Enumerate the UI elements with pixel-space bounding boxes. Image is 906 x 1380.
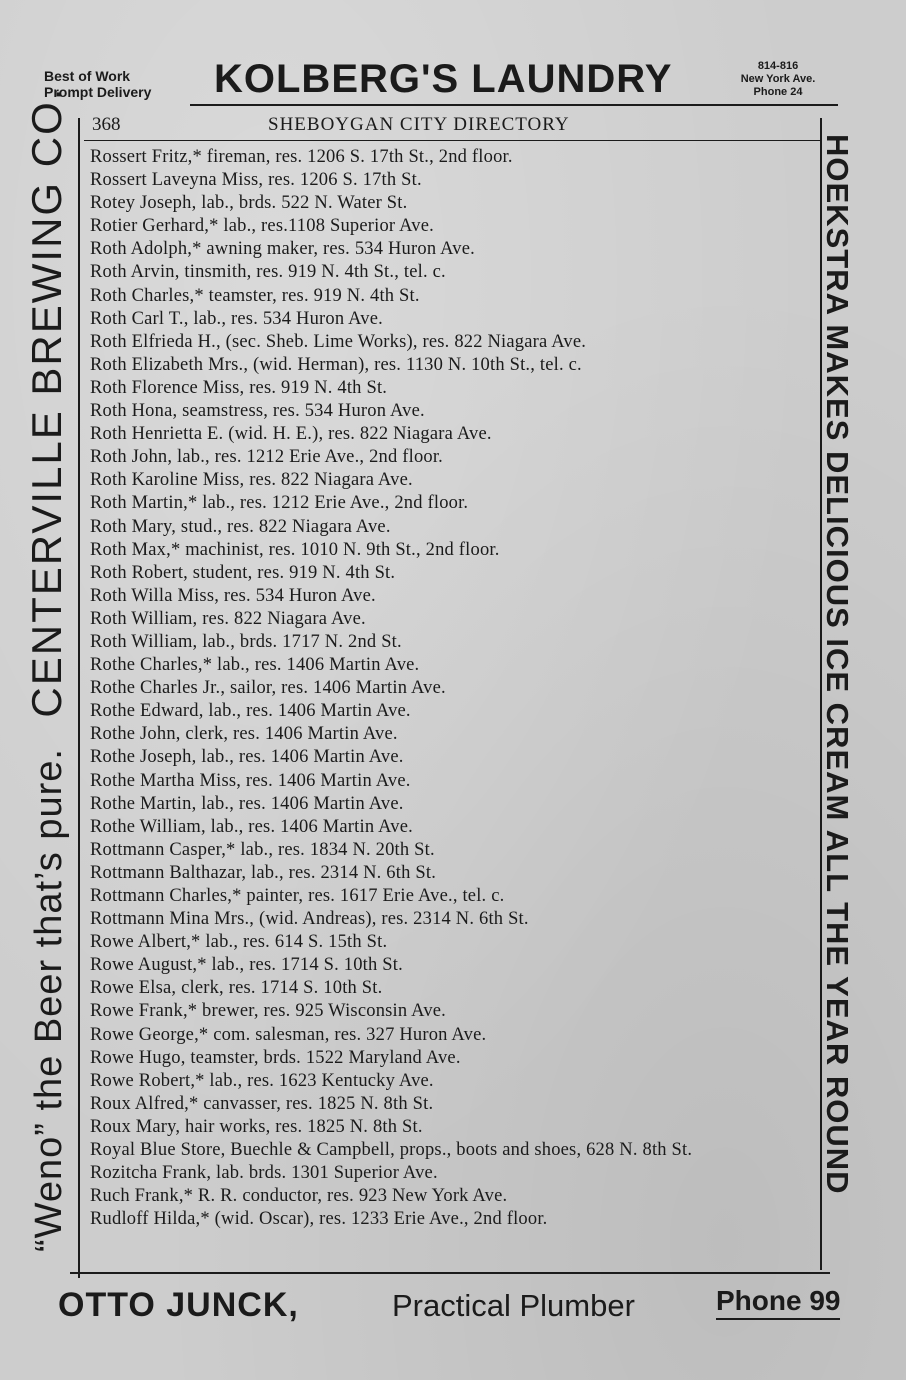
plumber-name: OTTO JUNCK, [58,1286,299,1324]
directory-entry: Rothe Joseph, lab., res. 1406 Martin Ave. [90,747,404,768]
directory-entry: Rowe Robert,* lab., res. 1623 Kentucky Ave. [90,1070,434,1091]
directory-entry: Rowe August,* lab., res. 1714 S. 10th St. [90,955,403,976]
directory-entry: Roth Elfrieda H., (sec. Sheb. Lime Works), res. 822 Niagara Ave. [90,331,587,352]
directory-entry: Roth Florence Miss, res. 919 N. 4th St. [90,377,388,398]
plumber-phone: Phone 99 [716,1284,840,1320]
top-ad-rule [190,104,838,106]
directory-entry: Roth Mary, stud., res. 822 Niagara Ave. [90,516,391,537]
directory-entry: Roth William, res. 822 Niagara Ave. [90,608,366,629]
directory-entry: Rossert Fritz,* fireman, res. 1206 S. 17th St., 2nd floor. [90,147,513,167]
left-side-advertisement [10,86,84,1252]
brewery-slogan: “Weno” the Beer that’s pure. [28,748,70,1252]
directory-entry: Rudloff Hilda,* (wid. Oscar), res. 1233 Erie Ave., 2nd floor. [90,1209,548,1230]
directory-entry: Roth Max,* machinist, res. 1010 N. 9th St., 2nd floor. [90,539,500,560]
directory-entry: Roth Karoline Miss, res. 822 Niagara Ave. [90,470,413,491]
directory-entry: Roth Willa Miss, res. 534 Huron Ave. [90,585,376,606]
bottom-rule [70,1272,830,1274]
directory-entry: Rowe Albert,* lab., res. 614 S. 15th St. [90,932,388,953]
directory-entry: Ruch Frank,* R. R. conductor, res. 923 New York Ave. [90,1186,508,1207]
directory-entry: Roth Hona, seamstress, res. 534 Huron Ave. [90,401,425,422]
directory-entry: Rotier Gerhard,* lab., res.1108 Superior Ave. [90,216,434,237]
directory-entry: Roth Henrietta E. (wid. H. E.), res. 822 Niagara Ave. [90,424,492,445]
directory-entry: Rothe Edward, lab., res. 1406 Martin Ave. [90,701,411,722]
directory-entry: Roux Mary, hair works, res. 1825 N. 8th St. [90,1116,423,1137]
laundry-address-line-2: New York Ave. [740,73,816,85]
directory-entry: Rothe Martha Miss, res. 1406 Martin Ave. [90,770,411,791]
directory-entry: Roth Arvin, tinsmith, res. 919 N. 4th St., tel. c. [90,262,446,283]
running-head: SHEBOYGAN CITY DIRECTORY [268,114,570,135]
directory-entry: Rothe Charles Jr., sailor, res. 1406 Martin Ave. [90,678,446,699]
directory-entry: Rothe William, lab., res. 1406 Martin Ave. [90,816,413,837]
laundry-slogan-line-2: Prompt Delivery [44,84,152,100]
laundry-phone: Phone 24 [753,86,803,98]
directory-entry: Rothe Martin, lab., res. 1406 Martin Ave. [90,793,404,814]
directory-entry: Roth Carl T., lab., res. 534 Huron Ave. [90,308,383,329]
laundry-address [718,60,838,99]
page-number: 368 [92,114,121,135]
directory-entry: Roth William, lab., brds. 1717 N. 2nd St. [90,631,402,652]
right-side-advertisement: HOEKSTRA MAKES DELICIOUS ICE CREAM ALL THE YEAR ROUND [820,134,855,1195]
page-header [92,114,812,140]
directory-entries [90,146,820,1231]
directory-entry: Rowe Elsa, clerk, res. 1714 S. 10th St. [90,978,383,999]
plumber-trade: Practical Plumber [392,1288,635,1323]
directory-entry: Roth Charles,* teamster, res. 919 N. 4th St. [90,285,420,306]
directory-entry: Rothe John, clerk, res. 1406 Martin Ave. [90,724,398,745]
top-advertisement [0,50,906,106]
brewery-name: CENTERVILLE BREWING CO. [23,86,70,718]
directory-entry: Rottmann Balthazar, lab., res. 2314 N. 6th St. [90,862,437,883]
directory-entry: Roux Alfred,* canvasser, res. 1825 N. 8th St. [90,1093,434,1114]
directory-entry: Rotey Joseph, lab., brds. 522 N. Water St. [90,193,408,214]
directory-entry: Rowe Hugo, teamster, brds. 1522 Maryland Ave. [90,1047,461,1068]
laundry-name: KOLBERG'S LAUNDRY [214,57,673,101]
directory-entry: Roth Elizabeth Mrs., (wid. Herman), res. 1130 N. 10th St., tel. c. [90,354,582,375]
directory-entry: Roth John, lab., res. 1212 Erie Ave., 2nd floor. [90,447,444,468]
directory-entry: Roth Martin,* lab., res. 1212 Erie Ave., 2nd floor. [90,493,469,514]
bottom-advertisement [0,1280,906,1330]
directory-entry: Rottmann Casper,* lab., res. 1834 N. 20th St. [90,839,435,860]
directory-entry: Rottmann Mina Mrs., (wid. Andreas), res. 2314 N. 6th St. [90,909,529,930]
directory-entry: Rowe Frank,* brewer, res. 925 Wisconsin Ave. [90,1001,447,1022]
directory-entry: Roth Robert, student, res. 919 N. 4th St. [90,562,396,583]
directory-entry: Rozitcha Frank, lab. brds. 1301 Superior Ave. [90,1163,438,1184]
laundry-slogan-line-1: Best of Work [44,68,131,84]
directory-entry: Royal Blue Store, Buechle & Campbell, props., boots and shoes, 628 N. 8th St. [90,1140,693,1161]
laundry-address-line-1: 814-816 [757,60,799,72]
directory-entry: Rottmann Charles,* painter, res. 1617 Erie Ave., tel. c. [90,886,505,906]
directory-entry: Rossert Laveyna Miss, res. 1206 S. 17th St. [90,170,422,191]
directory-entry: Rothe Charles,* lab., res. 1406 Martin Ave. [90,655,420,676]
header-rule [84,140,820,141]
directory-entry: Roth Adolph,* awning maker, res. 534 Huron Ave. [90,239,475,260]
directory-entry: Rowe George,* com. salesman, res. 327 Huron Ave. [90,1024,487,1045]
